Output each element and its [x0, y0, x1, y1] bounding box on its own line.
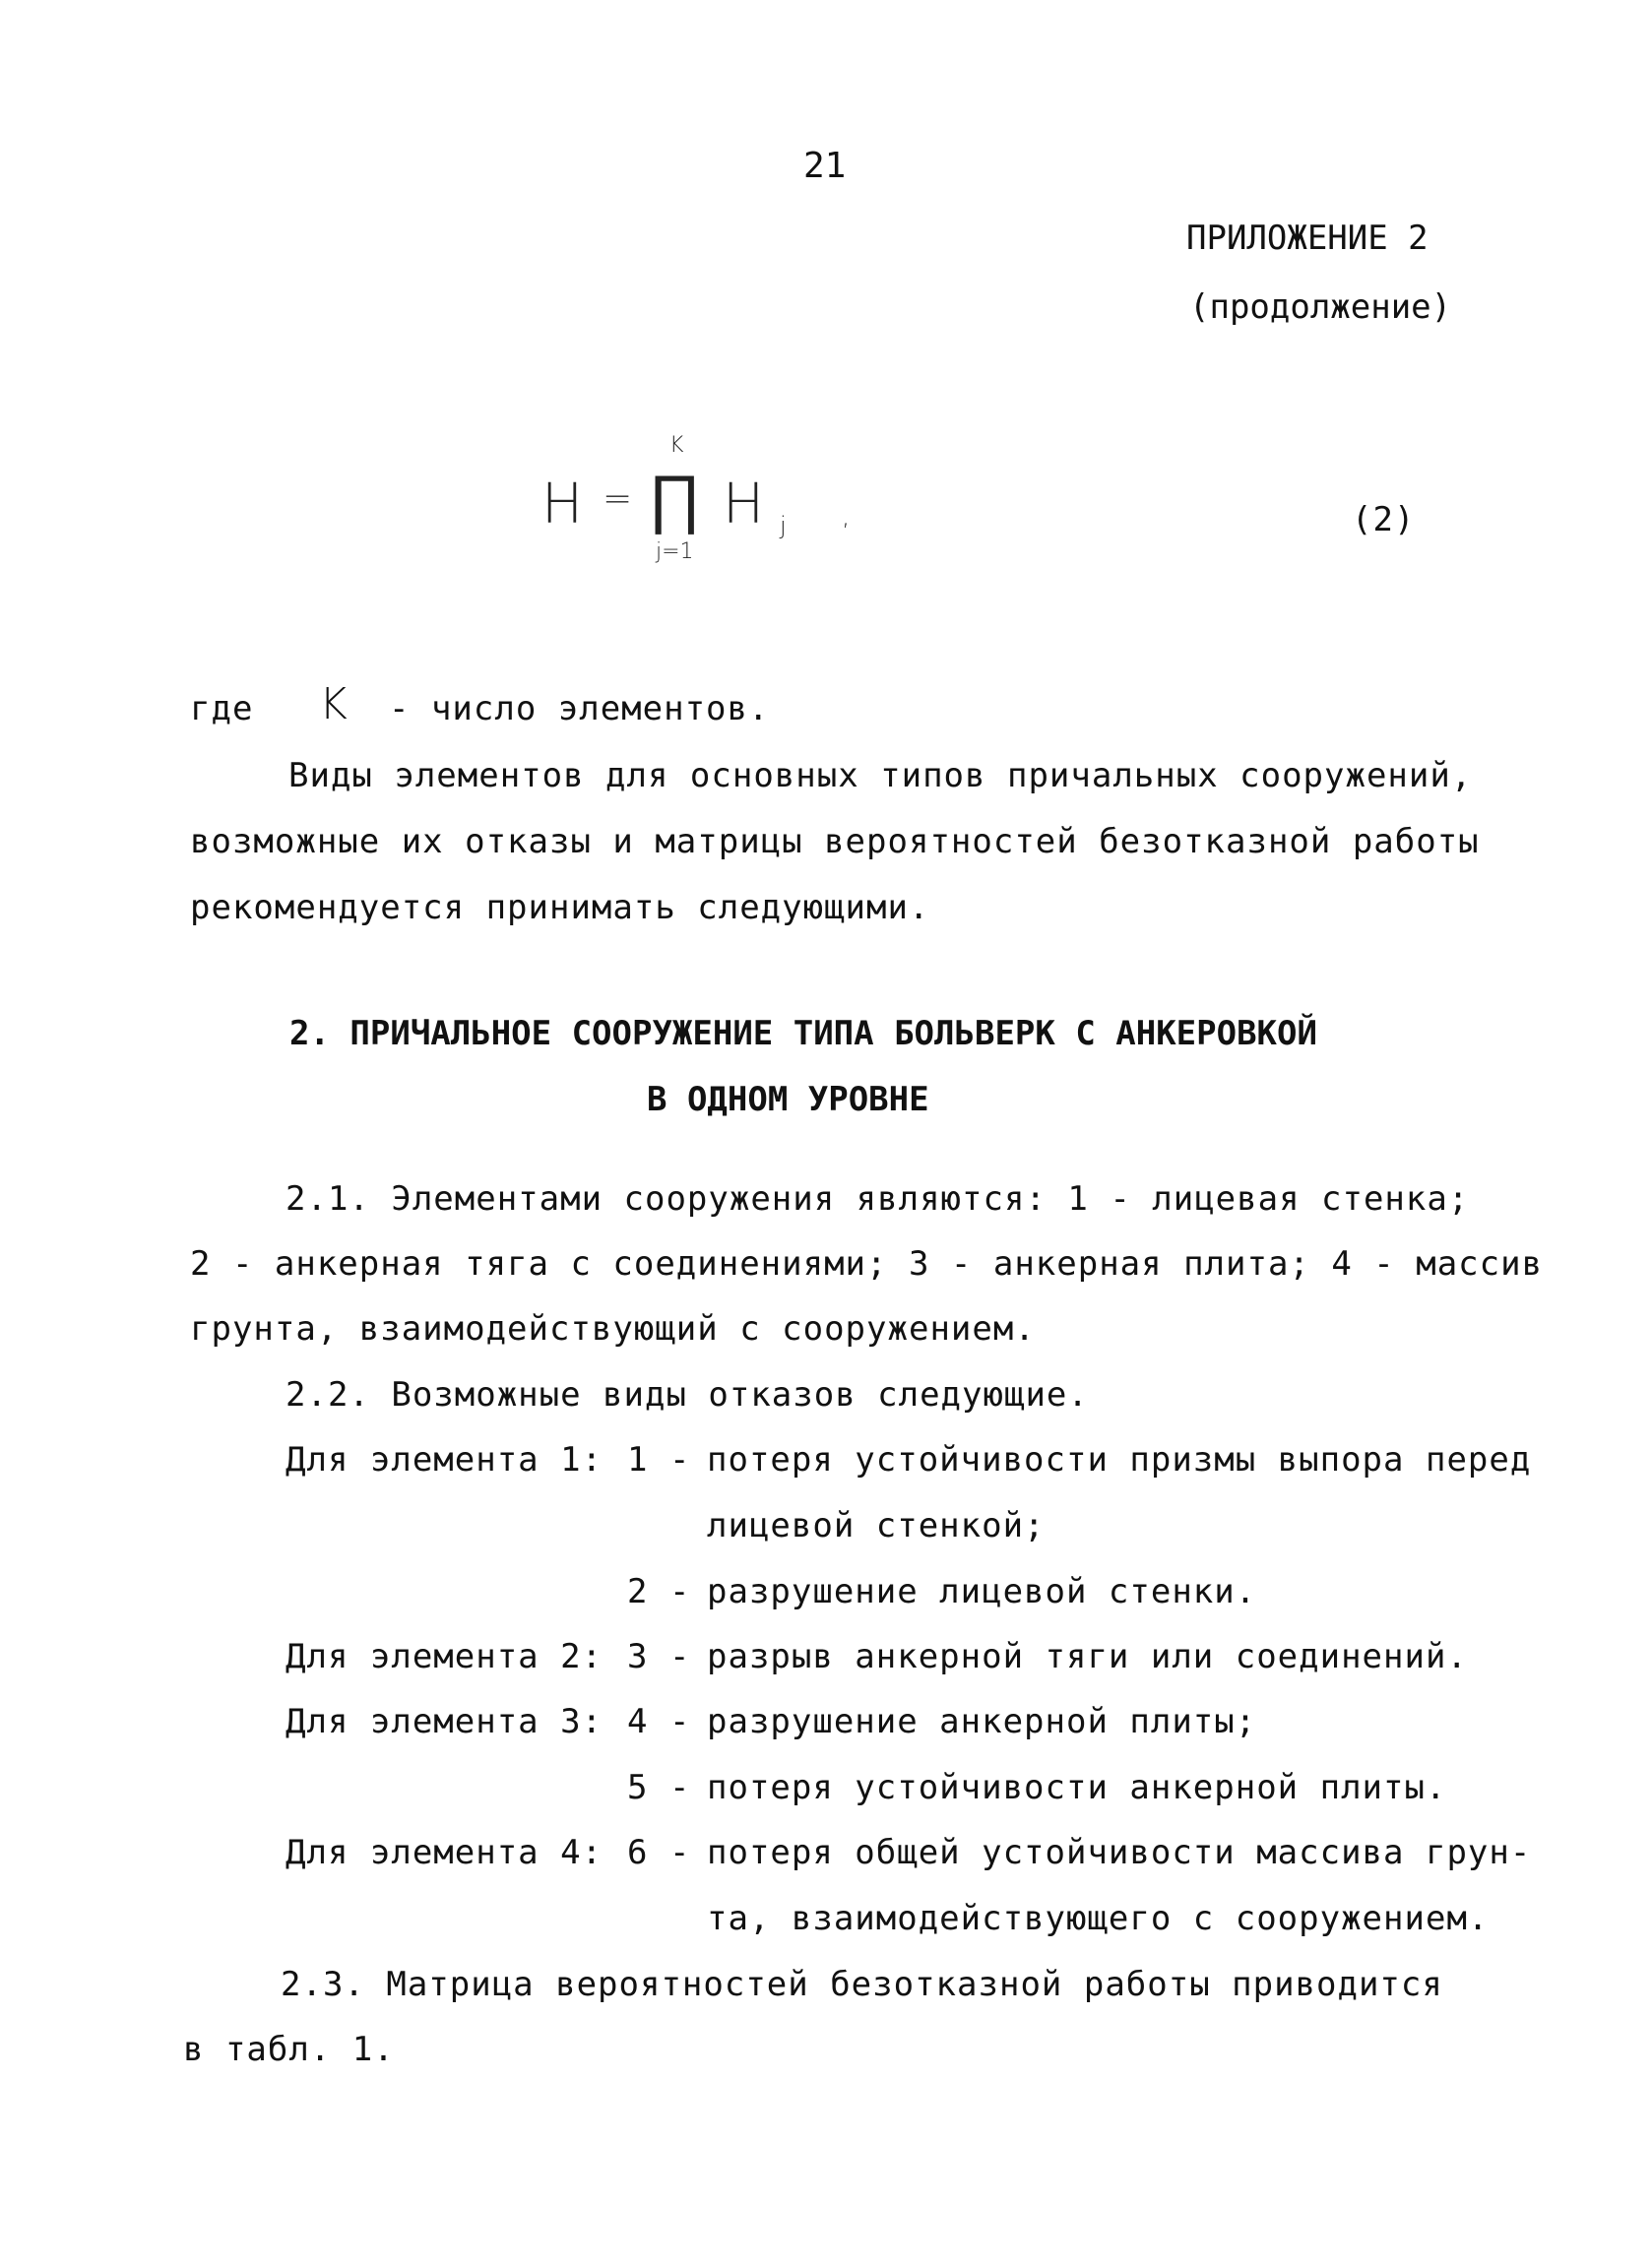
formula-term-index: j	[780, 512, 787, 539]
failure-text: та, взаимодействующего с сооружением.	[707, 1899, 1490, 1938]
failure-element-label: Для элемента 4:	[286, 1833, 603, 1872]
failure-text: потеря общей устойчивости массива грун-	[707, 1833, 1532, 1872]
failure-text: разрушение лицевой стенки.	[707, 1572, 1257, 1611]
failure-number: 5 -	[627, 1768, 691, 1807]
failure-number: 2 -	[627, 1572, 691, 1611]
formula-term: H	[723, 472, 765, 536]
where-symbol: K	[319, 679, 348, 729]
failure-text: лицевой стенкой;	[707, 1506, 1046, 1545]
formula-comma: ,	[842, 502, 851, 532]
section-heading-cont: В ОДНОМ УРОВНЕ	[647, 1080, 929, 1119]
appendix-note: (продолжение)	[1189, 287, 1452, 327]
formula-lhs: H	[541, 472, 584, 536]
paragraph-2-3-line: 2.3. Матрица вероятностей безотказной работы приводится	[281, 1965, 1443, 2004]
formula-product	[532, 433, 1024, 591]
formula-upper-limit: K	[669, 433, 684, 458]
paragraph-2-3-line: в табл. 1.	[183, 2030, 395, 2069]
failure-text: разрушение анкерной плиты;	[707, 1702, 1257, 1741]
formula-lower-limit: j=1	[656, 539, 694, 564]
formula-equals: =	[603, 478, 633, 519]
where-definition: - число элементов.	[389, 689, 770, 728]
failure-number: 3 -	[627, 1637, 691, 1676]
formula-number: (2)	[1352, 500, 1416, 539]
failure-number: 4 -	[627, 1702, 691, 1741]
paragraph-2-1-line: 2 - анкерная тяга с соединениями; 3 - анкерная плита; 4 - массив	[190, 1244, 1544, 1284]
paragraph-2-2: 2.2. Возможные виды отказов следующие.	[286, 1375, 1089, 1415]
paragraph-2-1-line: грунта, взаимодействующий с сооружением.	[190, 1309, 1036, 1349]
where-word: где	[190, 689, 254, 728]
failure-text: потеря устойчивости анкерной плиты.	[707, 1768, 1447, 1807]
failure-number: 6 -	[627, 1833, 691, 1872]
intro-line: возможные их отказы и матрицы вероятностей безотказной работы	[190, 822, 1480, 861]
intro-line: Виды элементов для основных типов причальных сооружений,	[288, 756, 1473, 795]
failure-text: разрыв анкерной тяги или соединений.	[707, 1637, 1468, 1676]
appendix-title: ПРИЛОЖЕНИЕ 2	[1186, 219, 1429, 258]
paragraph-2-1-line: 2.1. Элементами сооружения являются: 1 - лицевая стенка;	[286, 1179, 1470, 1219]
intro-line: рекомендуется принимать следующими.	[190, 888, 930, 927]
failure-number: 1 -	[627, 1440, 691, 1480]
product-symbol: ∏	[648, 461, 702, 536]
failure-element-label: Для элемента 3:	[286, 1702, 603, 1741]
page-number: 21	[803, 146, 847, 186]
section-heading: 2. ПРИЧАЛЬНОЕ СООРУЖЕНИЕ ТИПА БОЛЬВЕРК С АНКЕРОВКОЙ	[289, 1014, 1317, 1053]
failure-element-label: Для элемента 1:	[286, 1440, 603, 1480]
failure-element-label: Для элемента 2:	[286, 1637, 603, 1676]
failure-text: потеря устойчивости призмы выпора перед	[707, 1440, 1532, 1480]
